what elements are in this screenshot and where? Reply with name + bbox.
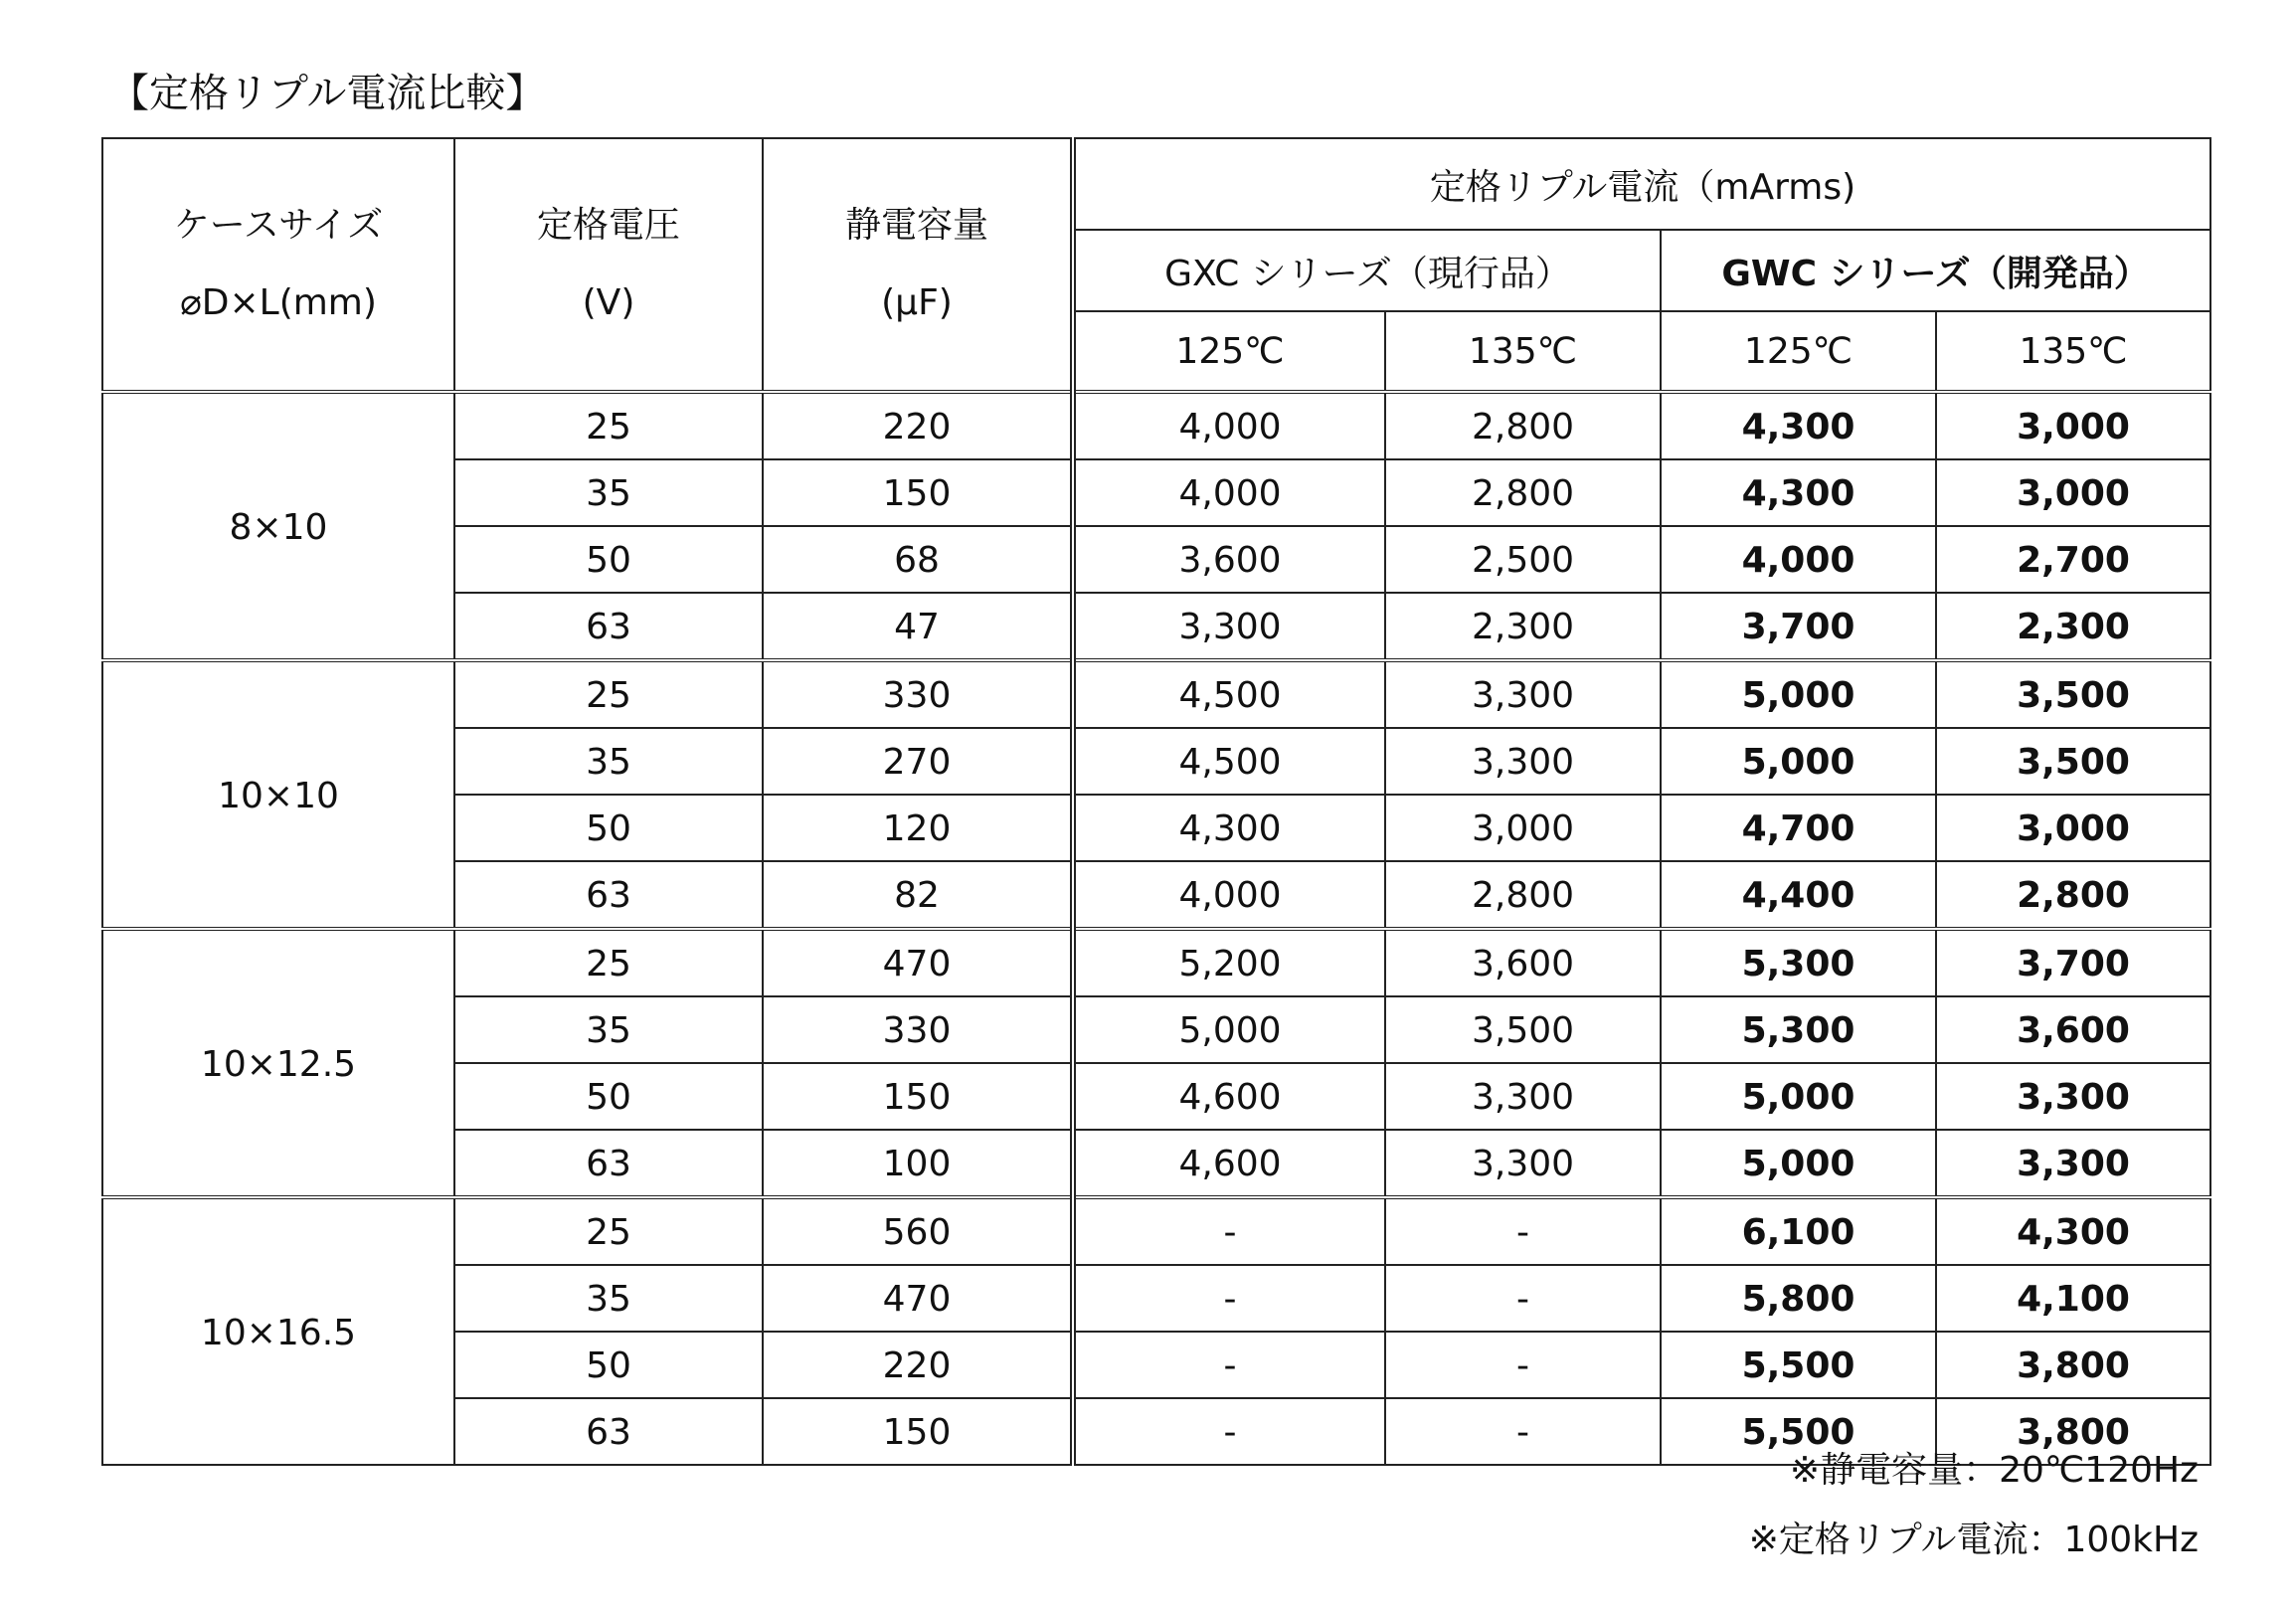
- gwc-125-cell: 5,000: [1661, 660, 1936, 728]
- case-size-cell: 10×16.5: [102, 1197, 454, 1465]
- voltage-cell: 63: [454, 593, 763, 660]
- gxc-125-cell: 4,500: [1073, 728, 1385, 795]
- gwc-135-cell: 3,800: [1936, 1332, 2210, 1398]
- capacitance-cell: 150: [763, 459, 1073, 526]
- voltage-cell: 35: [454, 728, 763, 795]
- header-ripple-current: 定格リプル電流（mArms): [1073, 138, 2210, 230]
- gwc-135-cell: 2,300: [1936, 593, 2210, 660]
- voltage-cell: 63: [454, 1398, 763, 1465]
- gxc-135-cell: -: [1385, 1398, 1661, 1465]
- gwc-125-cell: 5,800: [1661, 1265, 1936, 1332]
- gxc-135-cell: 3,300: [1385, 1063, 1661, 1130]
- voltage-cell: 63: [454, 861, 763, 929]
- capacitance-cell: 330: [763, 996, 1073, 1063]
- capacitance-cell: 120: [763, 795, 1073, 861]
- case-size-cell: 8×10: [102, 392, 454, 660]
- gwc-135-cell: 3,000: [1936, 795, 2210, 861]
- table-row: [102, 392, 2210, 459]
- voltage-cell: 35: [454, 1265, 763, 1332]
- gwc-125-cell: 4,000: [1661, 526, 1936, 593]
- gxc-135-cell: 2,500: [1385, 526, 1661, 593]
- gxc-135-cell: 3,300: [1385, 660, 1661, 728]
- gxc-135-cell: 2,300: [1385, 593, 1661, 660]
- voltage-cell: 25: [454, 392, 763, 459]
- gwc-125-cell: 4,400: [1661, 861, 1936, 929]
- header-gwc-125: 125℃: [1661, 311, 1936, 392]
- gwc-135-cell: 2,800: [1936, 861, 2210, 929]
- voltage-cell: 50: [454, 1332, 763, 1398]
- gxc-125-cell: 4,000: [1073, 861, 1385, 929]
- header-case-size: ケースサイズ ⌀D×L(mm): [102, 138, 454, 392]
- gxc-135-cell: 2,800: [1385, 392, 1661, 459]
- gxc-125-cell: 4,000: [1073, 392, 1385, 459]
- gwc-125-cell: 5,000: [1661, 728, 1936, 795]
- gwc-135-cell: 3,700: [1936, 929, 2210, 996]
- gwc-135-cell: 3,000: [1936, 392, 2210, 459]
- capacitance-cell: 100: [763, 1130, 1073, 1197]
- gxc-135-cell: 3,300: [1385, 728, 1661, 795]
- gwc-125-cell: 6,100: [1661, 1197, 1936, 1265]
- page-title: 【定格リプル電流比較】: [109, 71, 546, 116]
- gwc-125-cell: 4,300: [1661, 459, 1936, 526]
- gxc-135-cell: 2,800: [1385, 861, 1661, 929]
- table-row: [102, 929, 2210, 996]
- gwc-135-cell: 3,500: [1936, 660, 2210, 728]
- capacitance-cell: 220: [763, 1332, 1073, 1398]
- voltage-cell: 25: [454, 660, 763, 728]
- capacitance-cell: 270: [763, 728, 1073, 795]
- gxc-125-cell: -: [1073, 1398, 1385, 1465]
- gxc-135-cell: 2,800: [1385, 459, 1661, 526]
- capacitance-cell: 470: [763, 929, 1073, 996]
- gwc-135-cell: 3,300: [1936, 1063, 2210, 1130]
- gwc-135-cell: 3,600: [1936, 996, 2210, 1063]
- gwc-135-cell: 4,300: [1936, 1197, 2210, 1265]
- gxc-125-cell: 5,000: [1073, 996, 1385, 1063]
- gxc-135-cell: -: [1385, 1197, 1661, 1265]
- voltage-cell: 50: [454, 526, 763, 593]
- capacitance-cell: 82: [763, 861, 1073, 929]
- gwc-135-cell: 3,800: [1936, 1398, 2210, 1465]
- header-gxc-135: 135℃: [1385, 311, 1661, 392]
- gxc-125-cell: 4,300: [1073, 795, 1385, 861]
- voltage-cell: 63: [454, 1130, 763, 1197]
- gxc-135-cell: 3,500: [1385, 996, 1661, 1063]
- gwc-135-cell: 3,000: [1936, 459, 2210, 526]
- gwc-125-cell: 3,700: [1661, 593, 1936, 660]
- gxc-135-cell: 3,000: [1385, 795, 1661, 861]
- gwc-125-cell: 5,300: [1661, 929, 1936, 996]
- gxc-125-cell: 4,500: [1073, 660, 1385, 728]
- capacitance-cell: 330: [763, 660, 1073, 728]
- gwc-135-cell: 2,700: [1936, 526, 2210, 593]
- capacitance-cell: 560: [763, 1197, 1073, 1265]
- voltage-cell: 35: [454, 459, 763, 526]
- gxc-135-cell: -: [1385, 1332, 1661, 1398]
- voltage-cell: 35: [454, 996, 763, 1063]
- case-size-cell: 10×10: [102, 660, 454, 929]
- gxc-125-cell: 4,600: [1073, 1130, 1385, 1197]
- gwc-135-cell: 4,100: [1936, 1265, 2210, 1332]
- gwc-125-cell: 4,700: [1661, 795, 1936, 861]
- gwc-125-cell: 5,000: [1661, 1130, 1936, 1197]
- note-capacitance: ※静電容量：20℃120Hz: [1789, 1450, 2199, 1491]
- capacitance-cell: 68: [763, 526, 1073, 593]
- header-capacitance: 静電容量 (μF): [763, 138, 1073, 392]
- gxc-125-cell: -: [1073, 1332, 1385, 1398]
- voltage-cell: 50: [454, 795, 763, 861]
- table-row: [102, 1197, 2210, 1265]
- capacitance-cell: 470: [763, 1265, 1073, 1332]
- gxc-125-cell: 3,600: [1073, 526, 1385, 593]
- note-ripple-current: ※定格リプル電流：100kHz: [1748, 1520, 2199, 1560]
- header-gxc-series: GXC シリーズ（現行品）: [1073, 230, 1661, 311]
- gxc-125-cell: 4,000: [1073, 459, 1385, 526]
- voltage-cell: 25: [454, 929, 763, 996]
- case-size-cell: 10×12.5: [102, 929, 454, 1197]
- capacitance-cell: 47: [763, 593, 1073, 660]
- header-gwc-series: GWC シリーズ（開発品）: [1661, 230, 2210, 311]
- gxc-135-cell: -: [1385, 1265, 1661, 1332]
- voltage-cell: 25: [454, 1197, 763, 1265]
- gxc-125-cell: -: [1073, 1197, 1385, 1265]
- gwc-135-cell: 3,500: [1936, 728, 2210, 795]
- capacitance-cell: 150: [763, 1063, 1073, 1130]
- capacitance-cell: 150: [763, 1398, 1073, 1465]
- table-row: [102, 660, 2210, 728]
- gwc-125-cell: 5,500: [1661, 1398, 1936, 1465]
- gwc-125-cell: 5,000: [1661, 1063, 1936, 1130]
- header-rated-voltage: 定格電圧 (V): [454, 138, 763, 392]
- gwc-135-cell: 3,300: [1936, 1130, 2210, 1197]
- gxc-125-cell: 3,300: [1073, 593, 1385, 660]
- gwc-125-cell: 5,300: [1661, 996, 1936, 1063]
- gxc-125-cell: 5,200: [1073, 929, 1385, 996]
- ripple-current-table: [101, 137, 2211, 1466]
- gxc-125-cell: 4,600: [1073, 1063, 1385, 1130]
- gxc-125-cell: -: [1073, 1265, 1385, 1332]
- gwc-125-cell: 5,500: [1661, 1332, 1936, 1398]
- voltage-cell: 50: [454, 1063, 763, 1130]
- header-gwc-135: 135℃: [1936, 311, 2210, 392]
- capacitance-cell: 220: [763, 392, 1073, 459]
- gxc-135-cell: 3,300: [1385, 1130, 1661, 1197]
- gxc-135-cell: 3,600: [1385, 929, 1661, 996]
- header-gxc-125: 125℃: [1073, 311, 1385, 392]
- gwc-125-cell: 4,300: [1661, 392, 1936, 459]
